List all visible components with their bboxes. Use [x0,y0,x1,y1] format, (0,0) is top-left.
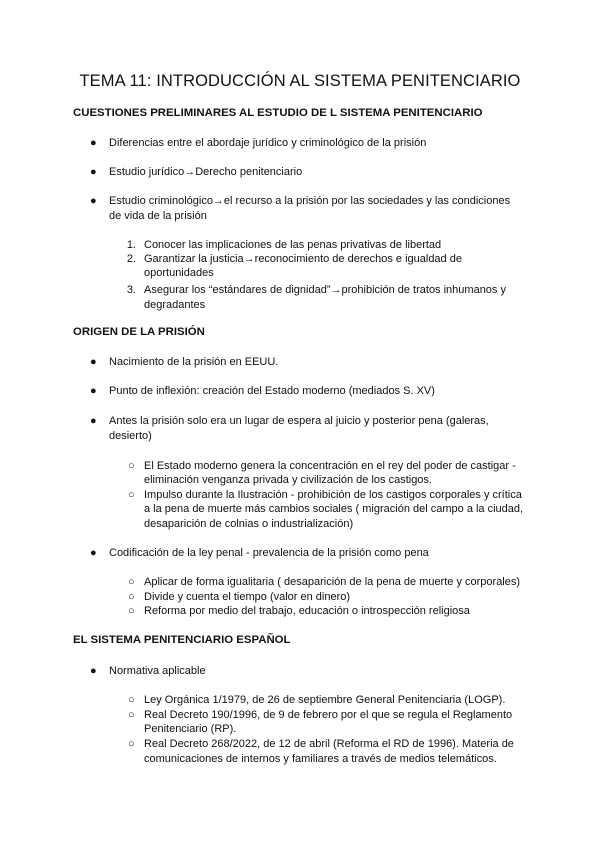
bullet-disc-icon: ● [90,547,97,559]
bullet-circle-icon: ○ [128,709,135,721]
list-item: Punto de inflexión: creación del Estado moderno (mediados S. XV) [109,385,435,397]
list-number: 1. [126,239,136,251]
sub-list-item: Real Decreto 190/1996, de 9 de febrero por el que se regula el Reglamento [144,709,513,721]
sub-list-item: Impulso durante la Ilustración - prohibición de los castigos corporales y crítica [144,489,522,501]
numbered-item-continuation: degradantes [144,299,206,311]
sub-list-item-continuation: desaparición de colnias o industrialización) [144,518,354,530]
bullet-disc-icon: ● [90,166,97,178]
list-item: Estudio jurídico→Derecho penitenciario [109,166,303,178]
sub-list-item-continuation: eliminación venganza privada y civilización de los castigos. [144,474,432,486]
list-item: Estudio criminológico→el recurso a la prisión por las sociedades y las condiciones [109,195,511,207]
bullet-disc-icon: ● [90,385,97,397]
list-item: Normativa aplicable [109,665,206,677]
bullet-disc-icon: ● [90,665,97,677]
sub-list-item: Ley Orgánica 1/1979, de 26 de septiembre General Penitenciaria (LOGP). [144,694,506,706]
numbered-item-continuation: oportunidades [144,267,214,279]
page-title: TEMA 11: INTRODUCCIÓN AL SISTEMA PENITENCIARIO [79,72,521,90]
list-item: Diferencias entre el abordaje jurídico y criminológico de la prisión [109,137,427,149]
bullet-circle-icon: ○ [128,605,135,617]
sub-list-item: Divide y cuenta el tiempo (valor en dinero) [144,591,351,603]
sub-list-item: Real Decreto 268/2022, de 12 de abril (Reforma el RD de 1996). Materia de [144,738,514,750]
bullet-circle-icon: ○ [128,460,135,472]
bullet-circle-icon: ○ [128,694,135,706]
section-heading-preliminares: CUESTIONES PRELIMINARES AL ESTUDIO DE L SISTEMA PENITENCIARIO [73,107,483,119]
sub-list-item: Aplicar de forma igualitaria ( desaparición de la pena de muerte y corporales) [144,576,521,588]
bullet-circle-icon: ○ [128,489,135,501]
sub-list-item-continuation: Penitenciario (RP). [144,723,237,735]
bullet-disc-icon: ● [90,195,97,207]
bullet-circle-icon: ○ [128,591,135,603]
list-item: Antes la prisión solo era un lugar de espera al juicio y posterior pena (galeras, [109,415,489,427]
bullet-circle-icon: ○ [128,576,135,588]
section-heading-sistema-espanol: EL SISTEMA PENITENCIARIO ESPAÑOL [73,634,291,646]
list-item-continuation: de vida de la prisión [109,210,207,222]
list-item: Nacimiento de la prisión en EEUU. [109,356,279,368]
list-item: Codificación de la ley penal - prevalencia de la prisión como pena [109,547,429,559]
list-number: 3. [126,284,136,296]
numbered-item: Conocer las implicaciones de las penas privativas de libertad [144,239,442,251]
sub-list-item-continuation: a la pena de muerte más cambios sociales ( migración del campo a la ciudad, [144,503,524,515]
sub-list-item: El Estado moderno genera la concentración en el rey del poder de castigar - [144,460,516,472]
list-item-continuation: desierto) [109,430,152,442]
numbered-item: Asegurar los “estándares de dignidad”→prohibición de tratos inhumanos y [144,284,506,296]
bullet-circle-icon: ○ [128,738,135,750]
section-heading-origen: ORIGEN DE LA PRISIÓN [73,326,205,338]
list-number: 2. [126,253,136,265]
numbered-item: Garantizar la justicia→reconocimiento de derechos e igualdad de [144,253,462,265]
sub-list-item-continuation: comunicaciones de internos y familiares a través de medios telemáticos. [144,753,497,765]
bullet-disc-icon: ● [90,415,97,427]
bullet-disc-icon: ● [90,356,97,368]
sub-list-item: Reforma por medio del trabajo, educación o introspección religiosa [144,605,470,617]
bullet-disc-icon: ● [90,137,97,149]
